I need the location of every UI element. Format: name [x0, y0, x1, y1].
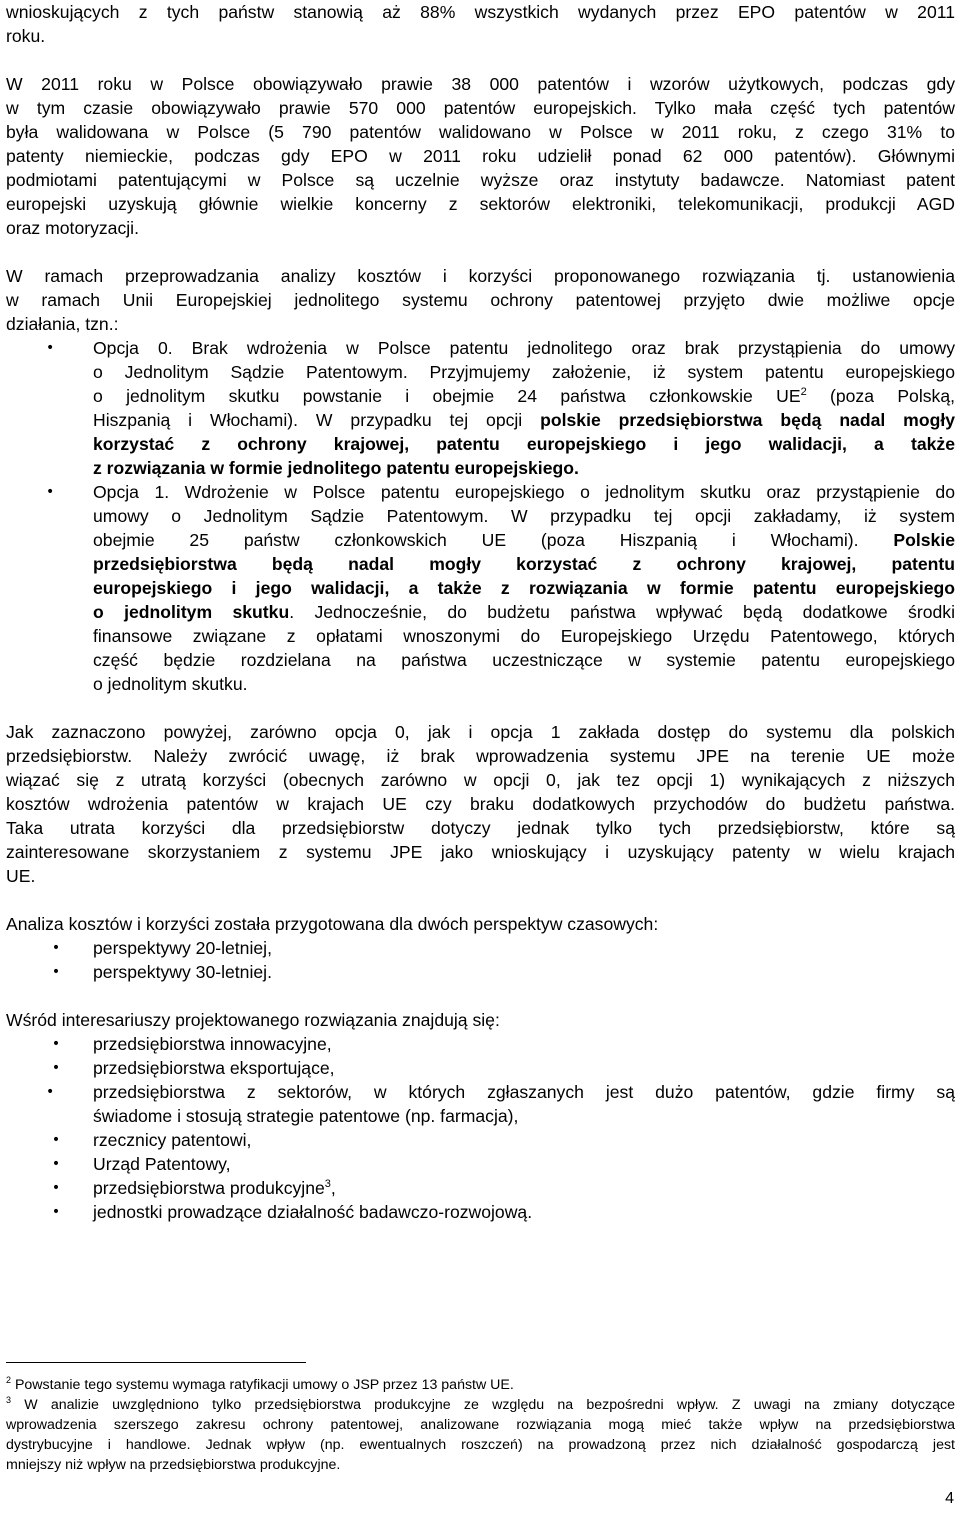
text-line: W ramach przeprowadzania analizy kosztów i korzyści proponowanego rozwiązania tj. ustanowienia [6, 266, 955, 286]
bullet-icon: • [51, 940, 61, 956]
text-line: o jednolitym skutku powstanie i obejmie 24 państwa członkowskie $UE^2$ (poza Polską, [93, 386, 956, 406]
text-line: kosztów wdrożenia patentów w krajach UE czy braku dodatkowych przychodów do budżetu państwa. [6, 794, 955, 814]
text-line: Hiszpanią i Włochami). W przypadku tej opcji polskie przedsiębiorstwa będą nadal mogły [93, 410, 955, 430]
text-line: zainteresowane skorzystaniem z systemu JPE jako wnioskujący i uzyskujący patenty w wielu krajach [6, 842, 955, 862]
bullet-icon: • [51, 1204, 61, 1220]
text-line: finansowe związane z opłatami wnoszonymi do Europejskiego Urzędu Patentowego, których [93, 626, 955, 646]
footnote-3: $^3$ W analizie uwzględniono tylko przedsiębiorstwa produkcyjne ze względu na bezpośredni wpływ. Z uwagi na zmiany dotyczące [6, 1395, 955, 1413]
text-line: świadome i stosują strategie patentowe (np. farmacja), [93, 1106, 519, 1126]
text-line: W 2011 roku w Polsce obowiązywało prawie 38 000 patentów i wzorów użytkowych, podczas gdy [6, 74, 955, 94]
text-line: z rozwiązania w formie jednolitego patentu europejskiego. [93, 458, 579, 478]
text-line: patenty niemieckie, podczas gdy EPO w 2011 roku udzielił ponad 62 000 patentów). Głównymi [6, 146, 955, 166]
text-line: o Jednolitym Sądzie Patentowym. Przyjmujemy założenie, iż system patentu europejskiego [93, 362, 955, 382]
bullet-icon: • [46, 1084, 55, 1100]
list-item: • przedsiębiorstwa produkcyjne$^3$, [93, 1176, 955, 1200]
text-line: oraz motoryzacji. [6, 218, 139, 238]
text-line: przedsiębiorstwa będą nadal mogły korzystać z ochrony krajowej, patentu [93, 554, 955, 574]
text-line: o jednolitym skutku. Jednocześnie, do budżetu państwa wpływać będą dodatkowe środki [93, 602, 955, 622]
perspectives-list [6, 936, 955, 984]
bullet-icon: • [51, 1060, 61, 1076]
paragraph [6, 720, 955, 888]
text-line: działania, tzn.: [6, 314, 119, 334]
document-page [6, 0, 955, 1224]
footnote-ref[interactable]: 3 [324, 1178, 331, 1190]
paragraph [6, 0, 955, 48]
text-line: umowy o Jednolitym Sądzie Patentowym. W przypadku tej opcji zakładamy, iż system [93, 506, 955, 526]
text-line: wnioskujących z tych państw stanowią aż 88% wszystkich wydanych przez EPO patentów w 2011 [6, 2, 955, 22]
page-number: 4 [945, 1490, 954, 1507]
list-item: • jednostki prowadzące działalność badawczo-rozwojową. [93, 1200, 955, 1224]
text-line: w tym czasie obowiązywało prawie 570 000 patentów europejskich. Tylko mała część tych patentów [6, 98, 955, 118]
bullet-icon: • [51, 1180, 61, 1196]
text-line: • Opcja 1. Wdrożenie w Polsce patentu europejskiego o jednolitym skutku oraz przystąpienie do [46, 482, 955, 502]
text-line: mniejszy niż wpływ na przedsiębiorstwa produkcyjne. [6, 1457, 341, 1473]
text-line: UE. [6, 866, 36, 886]
paragraph: Wśród interesariuszy projektowanego rozwiązania znajdują się: [6, 1010, 500, 1030]
bullet-icon: • [46, 484, 55, 500]
paragraph: Analiza kosztów i korzyści została przygotowana dla dwóch perspektyw czasowych: [6, 914, 659, 934]
text-line: część będzie rozdzielana na państwa uczestniczące w systemie patentu europejskiego [93, 650, 955, 670]
text-line: obejmie 25 państw członkowskich UE (poza Hiszpanią i Włochami). Polskie [93, 530, 955, 550]
stakeholders-list [6, 1032, 955, 1224]
list-item: • perspektywy 30-letniej. [93, 960, 955, 984]
list-item: • rzecznicy patentowi, [93, 1128, 955, 1152]
text-line: dystrybucyjne i handlowe. Jednak wpływ (np. ewentualnych roszczeń) na prowadzoną przez nich działalność gospodarczą jest [6, 1437, 955, 1453]
text-line: Jak zaznaczono powyżej, zarówno opcja 0, jak i opcja 1 zakłada dostęp do systemu dla polskich [6, 722, 955, 742]
option-0-item [6, 336, 955, 480]
text-line: wiązać się z utratą korzyści (obecnych zarówno w opcji 0, jak tez opcji 1) wynikających z niższych [6, 770, 955, 790]
list-item: • Urząd Patentowy, [93, 1152, 955, 1176]
bullet-icon: • [46, 340, 55, 356]
text-line: w ramach Unii Europejskiej jednolitego systemu ochrony patentowej przyjęto dwie możliwe opcje [6, 290, 955, 310]
text-line: europejski uzyskują głównie wielkie koncerny z sektorów elektroniki, telekomunikacji, produkcji AGD [6, 194, 955, 214]
list-item: • perspektywy 20-letniej, [93, 936, 955, 960]
text-line: europejskiego i jego walidacji, a także z rozwiązania w formie patentu europejskiego [93, 578, 955, 598]
text-line: roku. [6, 26, 46, 46]
list-item: • przedsiębiorstwa innowacyjne, [93, 1032, 955, 1056]
text-line: była walidowana w Polsce (5 790 patentów walidowano w Polsce w 2011 roku, z czego 31% to [6, 122, 955, 142]
footnote-separator [6, 1362, 306, 1363]
bullet-icon: • [51, 1132, 61, 1148]
text-line: przedsiębiorstw. Należy zwrócić uwagę, iż brak wprowadzenia systemu JPE na terenie UE może [6, 746, 955, 766]
text-line: Taka utrata korzyści dla przedsiębiorstw dotyczy jednak tylko tych przedsiębiorstw, które są [6, 818, 955, 838]
bullet-icon: • [51, 964, 61, 980]
bullet-icon: • [51, 1156, 61, 1172]
text-line: podmiotami patentującymi w Polsce są uczelnie wyższe oraz instytuty badawcze. Natomiast patent [6, 170, 955, 190]
footnote-ref[interactable]: 2 [800, 386, 807, 398]
text-line: o jednolitym skutku. [93, 674, 248, 694]
paragraph [6, 72, 955, 240]
paragraph [6, 264, 955, 336]
text-line: • Opcja 0. Brak wdrożenia w Polsce patentu jednolitego oraz brak przystąpienia do umowy [46, 338, 955, 358]
footnote-2: $^2$ Powstanie tego systemu wymaga ratyfikacji umowy o JSP przez 13 państw UE. [6, 1375, 514, 1393]
list-item: • przedsiębiorstwa z sektorów, w których zgłaszanych jest dużo patentów, gdzie firmy są [46, 1082, 955, 1102]
bullet-icon: • [51, 1036, 61, 1052]
footnotes [6, 1375, 955, 1475]
text-line: korzystać z ochrony krajowej, patentu europejskiego i jego walidacji, a także [93, 434, 955, 454]
list-item: • przedsiębiorstwa eksportujące, [93, 1056, 955, 1080]
option-1-item [6, 480, 955, 696]
text-line: wprowadzenia szerszego zakresu ochrony patentowej, analizowane rozwiązania mogą mieć także wpływ na przedsiębiorstwa [6, 1417, 955, 1433]
